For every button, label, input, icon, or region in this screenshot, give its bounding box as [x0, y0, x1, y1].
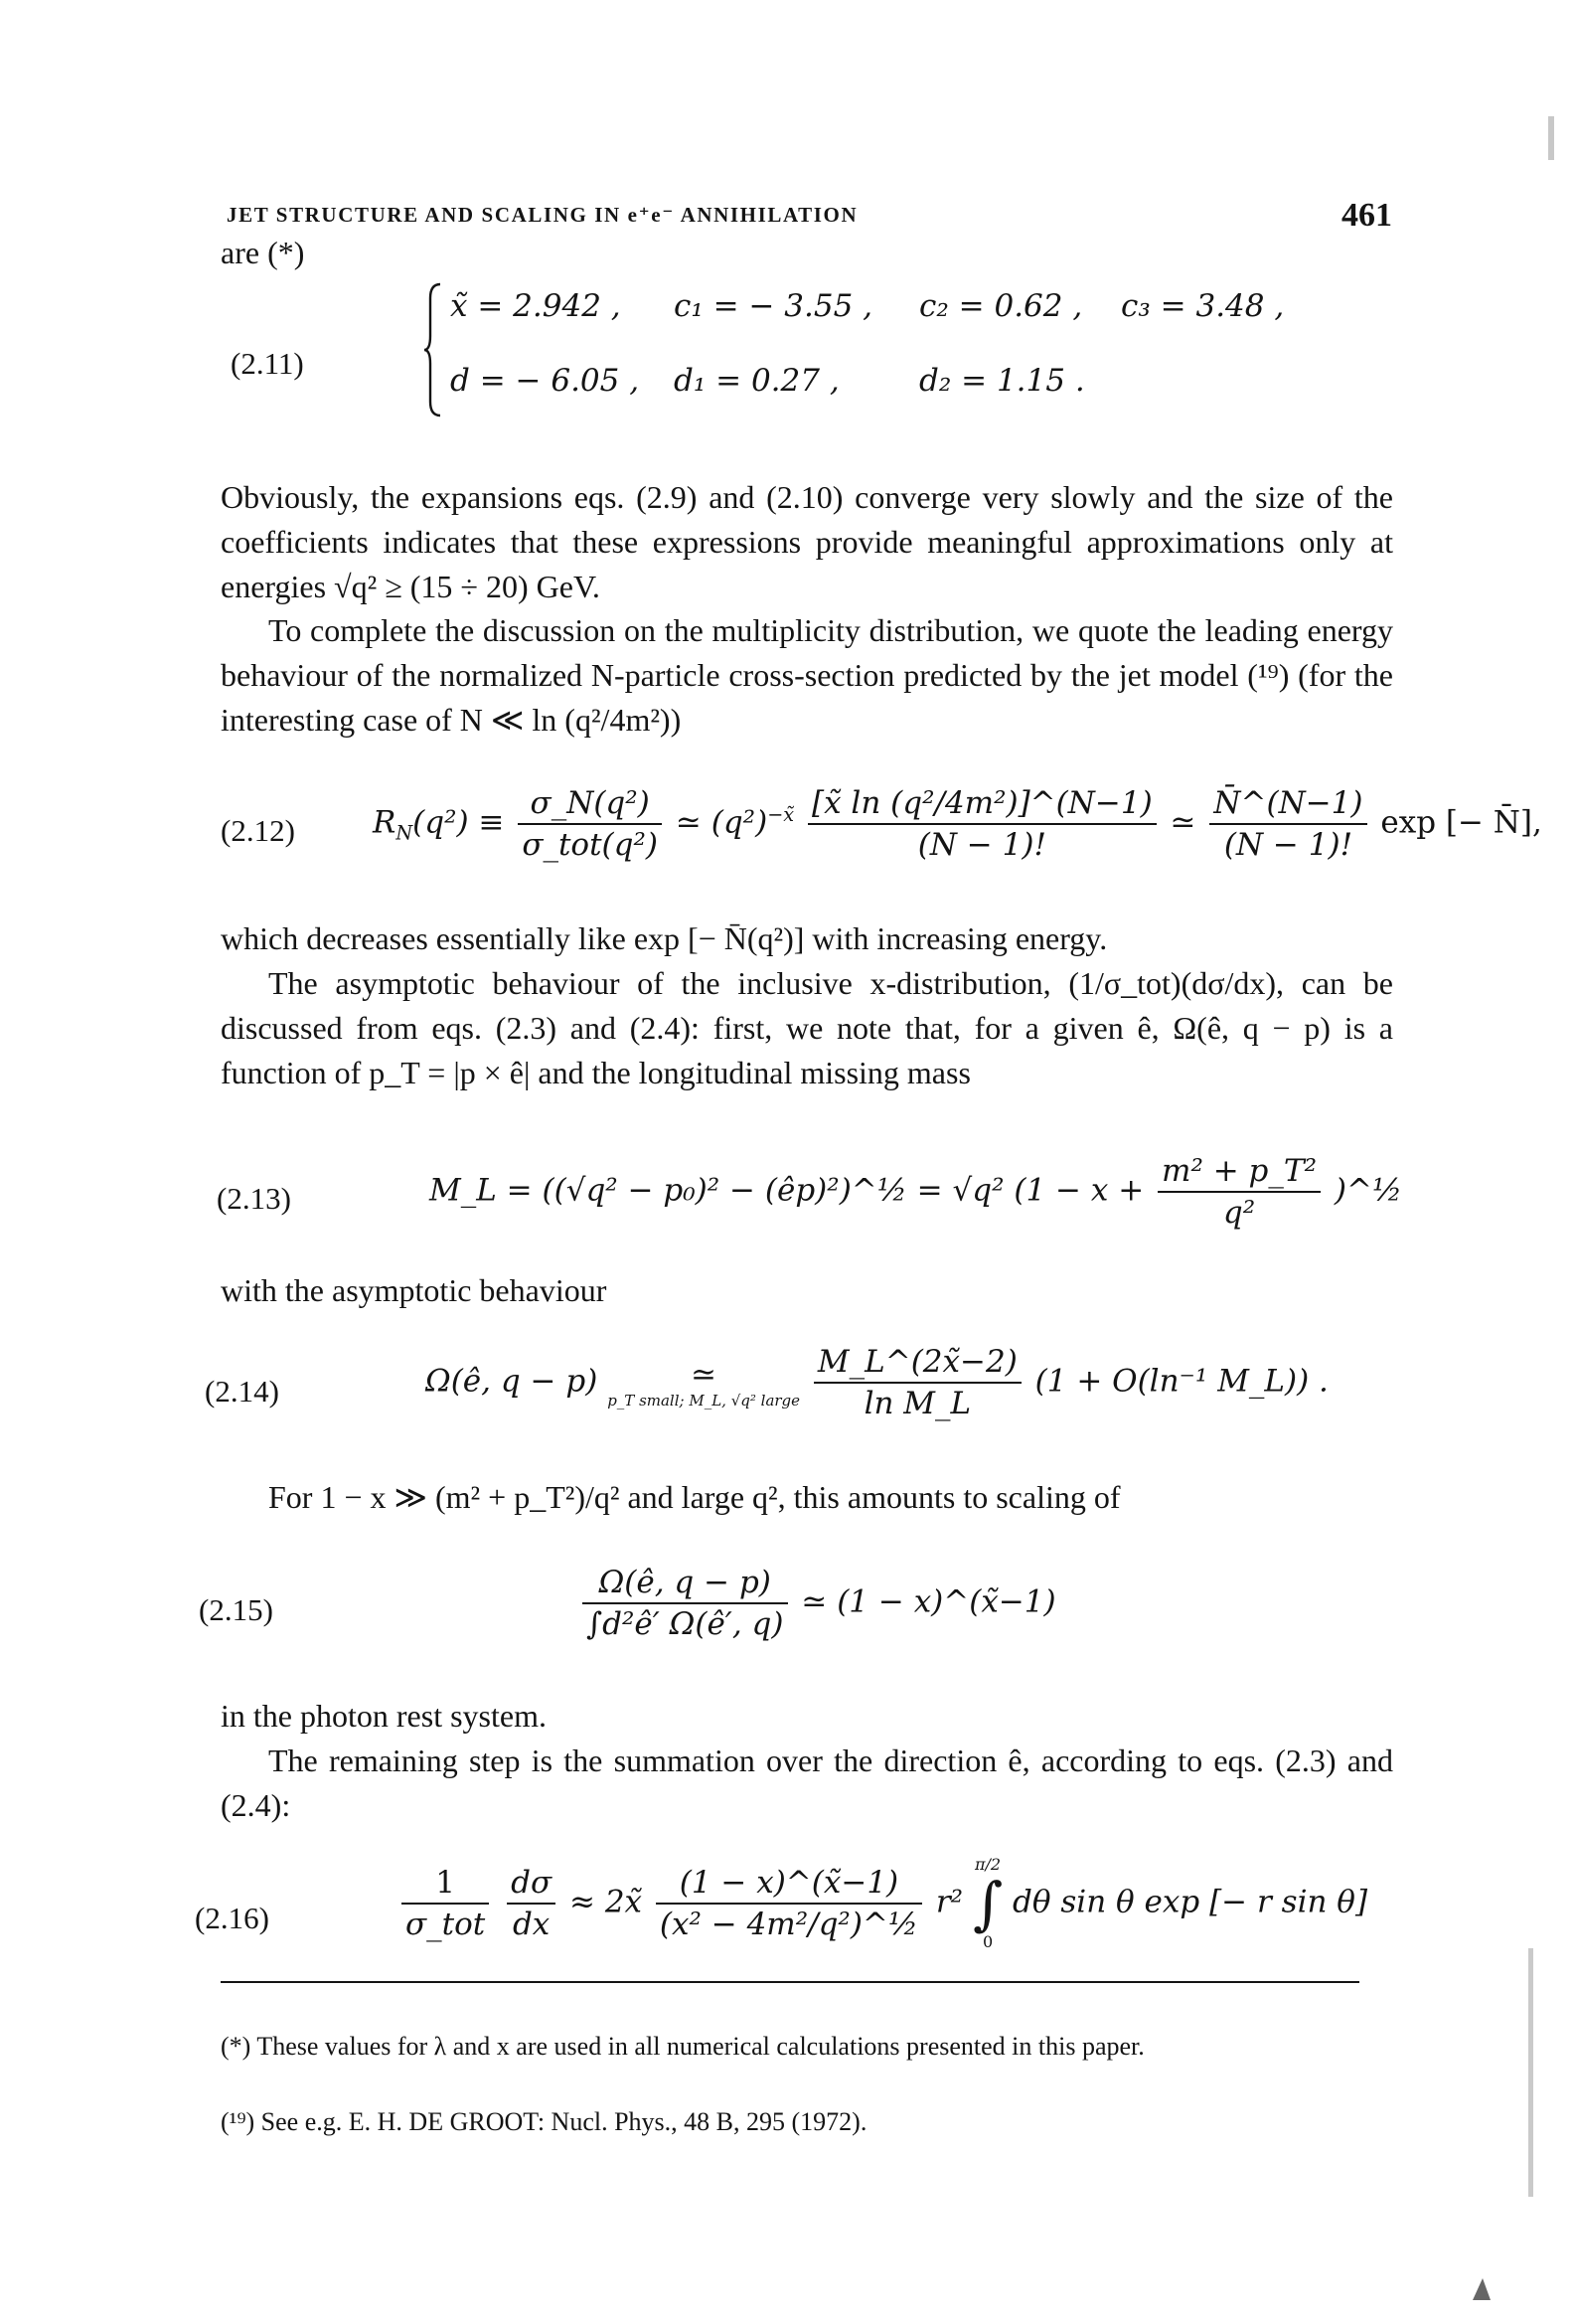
eq-2-14-frac-num: M_L^(2x̃−2) [814, 1344, 1022, 1384]
eq-2-14-lhs: Ω(ê, q − p) [425, 1363, 598, 1400]
integral-sign: ∫ [972, 1870, 1004, 1937]
footnote-1: (*) These values for λ and x are used in all numerical calculations presented in this paper. [221, 2032, 1145, 2061]
eq-2-16-rel: ≈ 2x̃ [568, 1884, 643, 1920]
eq-2-11-c3: c₃ = 3.48 , [1121, 288, 1285, 324]
eq-2-16-frac-3-num: (1 − x)^(x̃−1) [656, 1865, 922, 1905]
paragraph-3: which decreases essentially like exp [− N̄(q²)] with increasing energy. [221, 920, 1108, 956]
eq-2-13-bracket-close: )^½ [1334, 1172, 1402, 1209]
paragraph-6: For 1 − x ≫ (m² + p_T²)/q² and large q², this amounts to scaling of [268, 1479, 1121, 1515]
equation-2-16 [397, 1857, 1367, 1950]
eq-2-14-tail: (1 + O(ln⁻¹ M_L)) . [1034, 1363, 1329, 1400]
eq-2-15-frac [582, 1565, 788, 1642]
eq-2-11-d2: d₂ = 1.15 . [919, 363, 1085, 399]
scan-corner-mark [1469, 2274, 1498, 2304]
eq-2-12-lhs-arg: (q²) ≡ [412, 804, 505, 841]
running-head: JET STRUCTURE AND SCALING IN e⁺e⁻ ANNIHILATION [227, 203, 859, 227]
eq-2-12-frac-2 [808, 785, 1157, 863]
eq-2-11-c2: c₂ = 0.62 , [919, 288, 1083, 324]
paragraph-7: in the photon rest system. [221, 1698, 547, 1734]
equation-2-14 [425, 1344, 1329, 1421]
eq-2-15-frac-num: Ω(ê, q − p) [582, 1565, 788, 1604]
eq-2-12-lhs-sub: N [395, 821, 413, 845]
intro-text: are (*) [221, 235, 305, 270]
eq-2-12-frac-3-num: N̄^(N−1) [1209, 785, 1366, 825]
eq-2-13-frac-num: m² + p_T² [1158, 1153, 1321, 1193]
equation-2-13 [429, 1153, 1402, 1231]
equation-label-2-13: (2.13) [217, 1181, 291, 1216]
left-brace [422, 280, 444, 419]
paragraph-4: The asymptotic behaviour of the inclusive x-distribution, (1/σ_tot)(dσ/dx), can be discussed from eqs. (2.3) and (2.4): first, we note that, for a given ê, Ω(ê, q − p) is a function of p_T = |p × ê| and the longitudinal missing mass [221, 965, 1393, 1090]
eq-2-13-frac-den: q² [1222, 1195, 1256, 1231]
eq-2-14-rel-sub: p_T small; M_L, √q² large [607, 1392, 801, 1410]
eq-2-12-frac-1-num: σ_N(q²) [518, 785, 662, 825]
equation-2-12 [373, 785, 1542, 863]
equation-label-2-12: (2.12) [221, 813, 295, 848]
footnote-2: (¹⁹) See e.g. E. H. DE GROOT: Nucl. Phys., 48 B, 295 (1972). [221, 2107, 867, 2136]
eq-2-12-rel-1: ≃ [675, 804, 702, 841]
equation-label-2-11: (2.11) [231, 346, 304, 381]
eq-2-16-frac-1-den: σ_tot [405, 1907, 486, 1942]
equation-2-11 [422, 280, 1317, 419]
eq-2-13-bracket-open: (1 − x + [1014, 1172, 1145, 1209]
eq-2-12-lhs: R [373, 804, 396, 841]
eq-2-14-relation [607, 1357, 800, 1409]
eq-2-15-frac-den: ∫d²ê′ Ω(ê′, q) [586, 1606, 784, 1642]
eq-2-14-frac [814, 1344, 1022, 1421]
equation-2-15 [578, 1565, 1056, 1642]
eq-2-12-frac-3 [1209, 785, 1366, 863]
eq-2-16-frac-3-den: (x² − 4m²/q²)^½ [659, 1907, 918, 1942]
eq-2-12-frac-1-den: σ_tot(q²) [522, 827, 659, 863]
eq-2-16-frac-3 [656, 1865, 922, 1942]
eq-2-12-frac-1 [518, 785, 662, 863]
eq-2-11-c1: c₁ = − 3.55 , [674, 288, 873, 324]
eq-2-16-frac-2-num: dσ [507, 1865, 555, 1905]
eq-2-12-tail: exp [− N̄], [1380, 804, 1542, 841]
paragraph-1: Obviously, the expansions eqs. (2.9) and (2.10) converge very slowly and the size of the coefficients indicates that these expressions provide meaningful approximations only at energies √q² ≥ (15 ÷ 20) GeV. [221, 479, 1393, 604]
eq-2-12-frac-2-den: (N − 1)! [917, 827, 1046, 863]
eq-2-14-rel: ≃ [691, 1357, 717, 1393]
eq-2-11-x: x̃ = 2.942 , [450, 288, 621, 324]
eq-2-12-frac-3-den: (N − 1)! [1223, 827, 1353, 863]
equation-label-2-14: (2.14) [205, 1374, 279, 1409]
eq-2-16-frac-1 [401, 1865, 489, 1942]
eq-2-16-int-upper: π/2 [975, 1855, 1002, 1874]
paragraph-8: The remaining step is the summation over the direction ê, according to eqs. (2.3) and (2.4): [221, 1743, 1393, 1823]
eq-2-12-power-base: (q²) [710, 804, 768, 841]
eq-2-12-rel-2: ≃ [1170, 804, 1196, 841]
eq-2-16-integrand: dθ sin θ exp [− r sin θ] [1013, 1884, 1368, 1920]
paragraph-5: with the asymptotic behaviour [221, 1272, 607, 1308]
scan-edge-mark-top [1542, 114, 1562, 164]
eq-2-16-frac-1-num: 1 [401, 1865, 489, 1905]
eq-2-12-frac-2-num: [x̃ ln (q²/4m²)]^(N−1) [808, 785, 1157, 825]
eq-2-13-lhs: M_L = ((√q² − p₀)² − (êp)²)^½ = √q² [429, 1172, 1005, 1209]
page-number: 461 [1341, 197, 1392, 234]
eq-2-13-frac [1158, 1153, 1321, 1231]
eq-2-14-frac-den: ln M_L [864, 1386, 972, 1421]
eq-2-12-power-exp: −x̃ [767, 803, 795, 827]
eq-2-16-int-lower: 0 [982, 1932, 994, 1951]
eq-2-15-rhs: ≃ (1 − x)^(x̃−1) [801, 1583, 1056, 1620]
eq-2-11-d1: d₁ = 0.27 , [674, 363, 840, 399]
paragraph-2: To complete the discussion on the multiplicity distribution, we quote the leading energy behaviour of the normalized N-particle cross-section predicted by the jet model (¹⁹) (for the interesting case of N ≪ ln (q²/4m²)) [221, 612, 1393, 738]
eq-2-16-frac-2 [507, 1865, 555, 1942]
eq-2-16-frac-2-den: dx [512, 1907, 551, 1942]
footnote-rule [221, 1981, 1359, 1983]
eq-2-16-integral [973, 1857, 1003, 1950]
equation-label-2-15: (2.15) [199, 1592, 273, 1627]
eq-2-11-d: d = − 6.05 , [450, 363, 640, 399]
scan-edge-mark-bottom [1510, 1948, 1540, 2207]
equation-label-2-16: (2.16) [195, 1901, 269, 1935]
eq-2-16-r2: r² [935, 1884, 964, 1920]
